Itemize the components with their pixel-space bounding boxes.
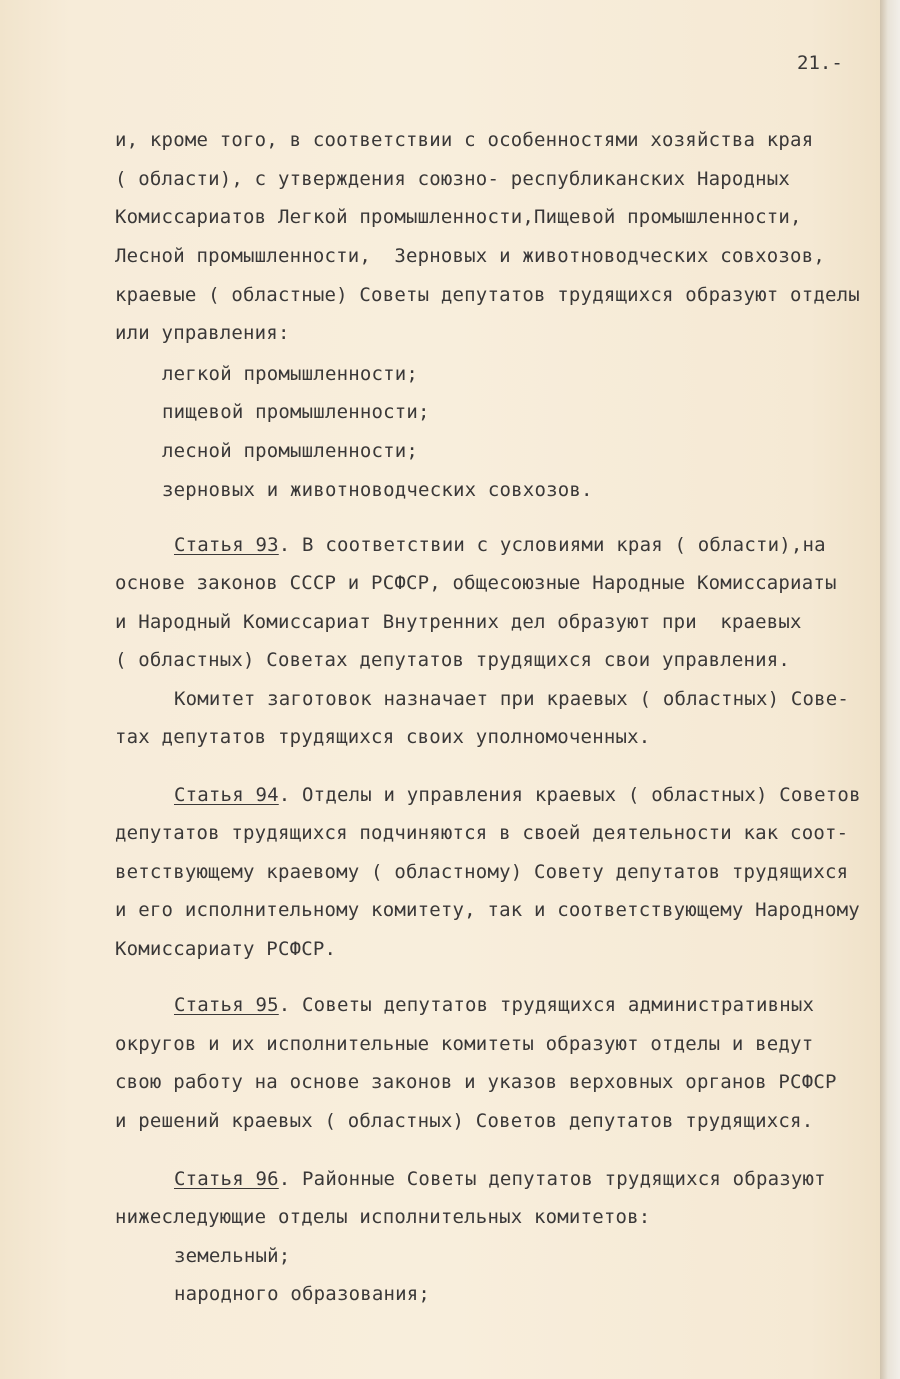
list-item: народного образования; — [174, 1283, 431, 1305]
article-93-text: . В соответствии с условиями края ( области),на — [278, 534, 826, 556]
article-93-heading: Статья 93 — [174, 534, 279, 556]
text-line: и его исполнительному комитету, так и соответствующему Народному — [115, 899, 860, 921]
page-number: 21.- — [797, 52, 843, 74]
text-line: ( областных) Советах депутатов трудящихся свои управления. — [115, 649, 791, 671]
text-line: ( области), с утверждения союзно- республиканских Народных — [115, 168, 791, 190]
article-95-text: . Советы депутатов трудящихся административных — [278, 994, 815, 1016]
text-line: и Народный Комиссариат Внутренних дел образуют при краевых — [115, 611, 802, 633]
text-line: нижеследующие отделы исполнительных комитетов: — [115, 1206, 651, 1228]
list-item: легкой промышленности; — [162, 363, 419, 385]
text-line: основе законов СССР и РСФСР, общесоюзные Народные Комиссариаты — [115, 572, 837, 594]
text-line: Лесной промышленности, Зерновых и животноводческих совхозов, — [115, 245, 825, 267]
article-94-heading: Статья 94 — [174, 784, 279, 806]
article-96-line — [174, 1168, 826, 1190]
list-item: земельный; — [174, 1245, 291, 1267]
text-line: округов и их исполнительные комитеты образуют отделы и ведут — [115, 1033, 814, 1055]
article-95-heading: Статья 95 — [174, 994, 279, 1016]
article-95-line — [174, 994, 814, 1016]
page-edge — [880, 0, 900, 1379]
text-line: Комитет заготовок назначает при краевых ( областных) Сове- — [174, 688, 850, 710]
list-item: лесной промышленности; — [162, 440, 419, 462]
article-94-text: . Отделы и управления краевых ( областных) Советов — [278, 784, 861, 806]
text-line: свою работу на основе законов и указов верховных органов РСФСР — [115, 1071, 837, 1093]
text-line: ветствующему краевому ( областному) Совету депутатов трудящихся — [115, 861, 849, 883]
text-line: депутатов трудящихся подчиняются в своей деятельности как соот- — [115, 822, 849, 844]
article-96-text: . Районные Советы депутатов трудящихся образуют — [278, 1168, 826, 1190]
article-96-heading: Статья 96 — [174, 1168, 279, 1190]
text-line: краевые ( областные) Советы депутатов трудящихся образуют отделы — [115, 284, 860, 306]
text-line: Комиссариату РСФСР. — [115, 938, 337, 960]
text-line: тах депутатов трудящихся своих уполномоченных. — [115, 726, 651, 748]
text-line: и, кроме того, в соответствии с особенностями хозяйства края — [115, 129, 814, 151]
list-item: пищевой промышленности; — [162, 401, 430, 423]
text-line: или управления: — [115, 322, 290, 344]
list-item: зерновых и животноводческих совхозов. — [162, 479, 593, 501]
article-94-line — [174, 784, 861, 806]
text-line: и решений краевых ( областных) Советов депутатов трудящихся. — [115, 1110, 814, 1132]
article-93-line — [174, 534, 826, 556]
text-line: Комиссариатов Легкой промышленности,Пищевой промышленности, — [115, 206, 802, 228]
